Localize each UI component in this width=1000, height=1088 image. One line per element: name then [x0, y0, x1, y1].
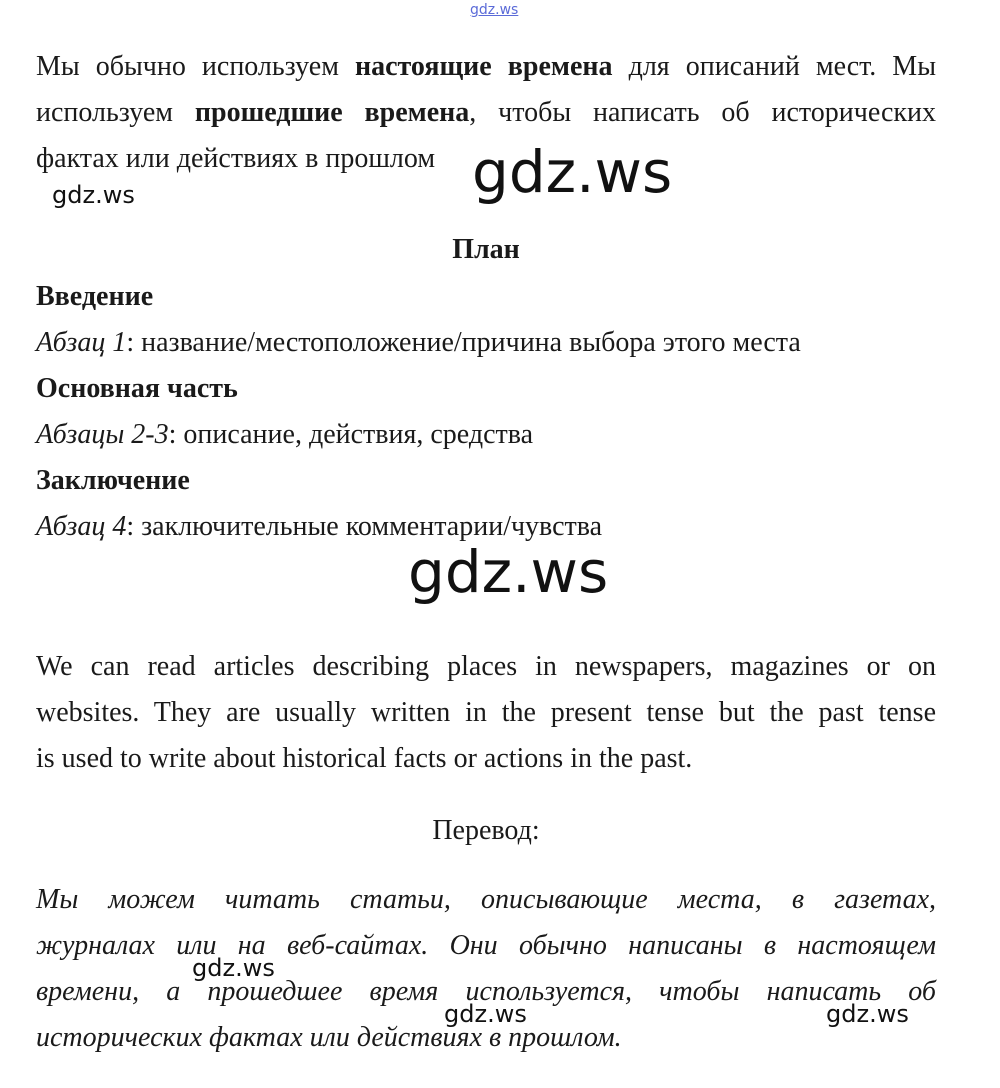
watermark-large: gdz.ws — [472, 138, 673, 206]
plan-item-text: : название/местоположение/причина выбора этого места — [126, 327, 801, 358]
watermark-small: gdz.ws — [826, 1000, 909, 1028]
plan-item-text: : заключительные комментарии/чувства — [126, 511, 603, 542]
intro-text: Мы обычно используем — [36, 51, 355, 82]
translation-title: Перевод: — [432, 815, 540, 846]
english-line-3: is used to write about historical facts or actions in the past. — [36, 743, 693, 774]
intro-text: для описаний мест. Мы — [612, 51, 937, 82]
watermark-small: gdz.ws — [52, 181, 135, 209]
english-line-1: We can read articles describing places in newspapers, magazines or on — [36, 651, 936, 682]
plan-item-body — [36, 412, 533, 458]
translation-paragraph — [36, 877, 936, 1061]
english-paragraph — [36, 644, 936, 782]
intro-text: используем — [36, 97, 195, 128]
plan-heading-text: Основная часть — [36, 373, 238, 404]
translation-line-1: Мы можем читать статьи, описывающие места, в газетах, — [36, 884, 936, 915]
plan-item-label: Абзацы 2-3 — [36, 419, 169, 450]
translation-line-4: исторических фактах или действиях в прошлом. — [36, 1022, 622, 1053]
english-line-2: websites. They are usually written in the present tense but the past tense — [36, 697, 936, 728]
plan-title — [36, 227, 936, 273]
intro-bold-term: прошедшие времена — [194, 97, 470, 128]
translation-line-2: журналах или на веб-сайтах. Они обычно написаны в настоящем — [36, 930, 936, 961]
plan-item-intro — [36, 320, 801, 366]
plan-heading-text: Введение — [36, 281, 154, 312]
plan-heading-body — [36, 366, 238, 412]
translation-line-3: времени, а прошедшее время используется, чтобы написать об — [36, 976, 936, 1007]
plan-item-label: Абзац 1 — [36, 327, 127, 358]
intro-text: , чтобы написать об исторических — [469, 97, 936, 128]
intro-line-2 — [36, 90, 936, 136]
plan-title-text: План — [452, 234, 520, 265]
plan-heading-conclusion — [36, 458, 190, 504]
intro-line-1 — [36, 44, 936, 90]
watermark-large: gdz.ws — [408, 538, 609, 606]
watermark-link-top[interactable]: gdz.ws — [470, 2, 519, 18]
plan-item-label: Абзац 4 — [36, 511, 127, 542]
watermark-small: gdz.ws — [444, 1000, 527, 1028]
plan-item-text: : описание, действия, средства — [168, 419, 534, 450]
watermark-small: gdz.ws — [192, 954, 275, 982]
plan-heading-intro — [36, 274, 153, 320]
intro-bold-term: настоящие времена — [354, 51, 613, 82]
intro-line-3: фактах или действиях в прошлом — [36, 143, 436, 174]
plan-heading-text: Заключение — [36, 465, 190, 496]
